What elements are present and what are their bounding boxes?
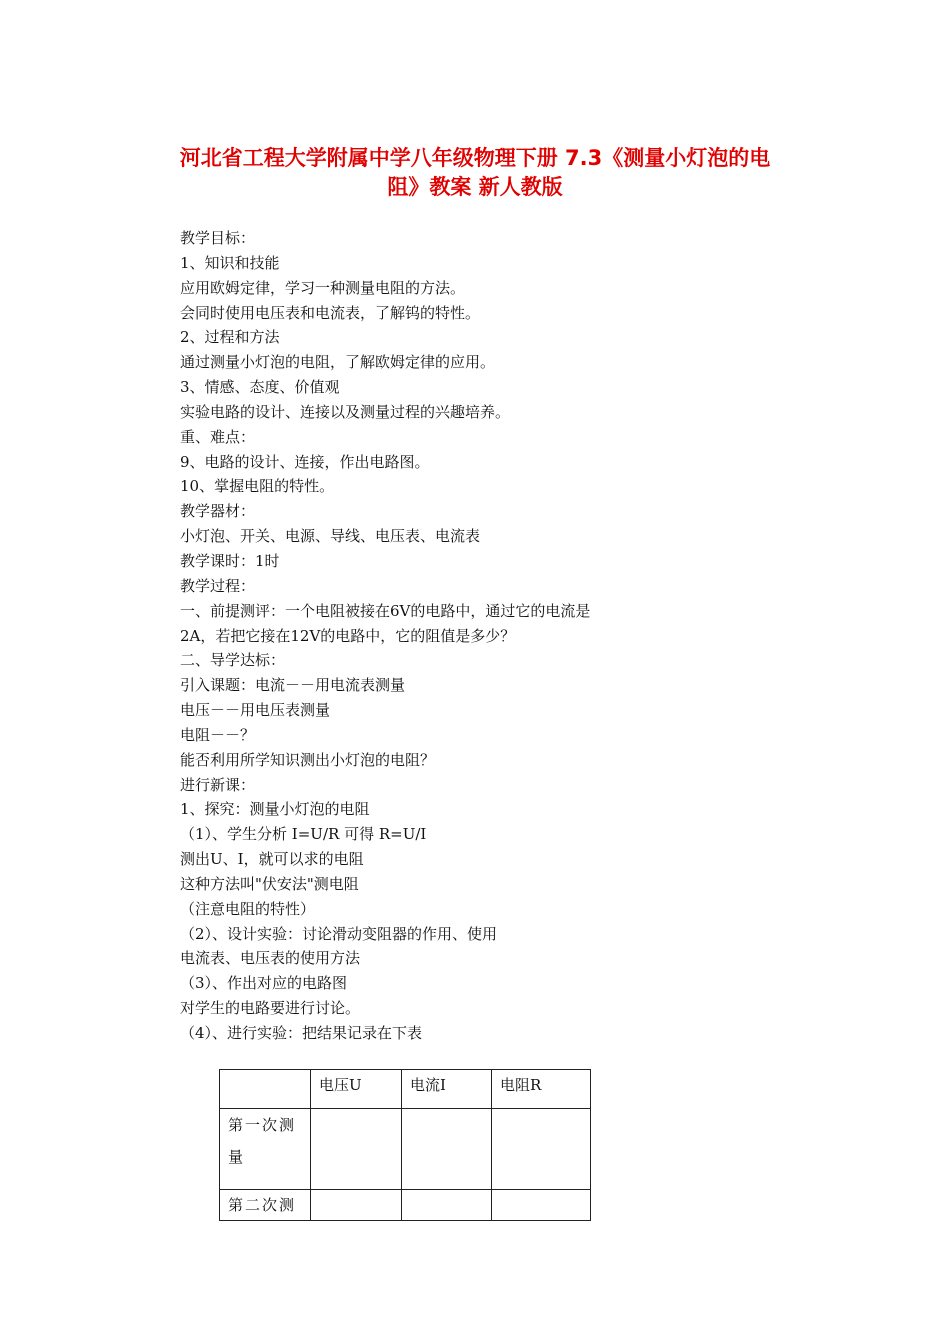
section-heading-equipment: 教学器材： — [180, 502, 256, 521]
page-title — [100, 144, 850, 202]
page-title-line-1: 河北省工程大学附属中学八年级物理下册 7.3《测量小灯泡的电 — [179, 146, 771, 170]
section-heading-process: 教学过程： — [180, 576, 256, 595]
body-text-line: 能否利用所学知识测出小灯泡的电阻？ — [180, 750, 436, 769]
table-header-cell-blank — [220, 1070, 311, 1109]
body-text-line: 电压－－用电压表测量 — [180, 701, 331, 720]
body-text-line: 10、掌握电阻的特性。 — [180, 477, 335, 496]
body-text-line: 会同时使用电压表和电流表，了解钨的特性。 — [180, 303, 481, 322]
body-text-line: 对学生的电路要进行讨论。 — [180, 999, 361, 1018]
table-cell-current — [402, 1190, 492, 1221]
body-text-line: （4）、进行实验：把结果记录在下表 — [180, 1024, 423, 1042]
body-text-line: 这种方法叫"伏安法"测电阻 — [180, 874, 359, 893]
table-header-row — [220, 1070, 591, 1109]
lesson-body — [180, 226, 800, 1046]
body-text-line: （注意电阻的特性） — [180, 899, 316, 918]
lesson-hours-text: 教学课时：1时 — [180, 551, 280, 570]
section-heading-key-points: 重、难点： — [180, 427, 256, 446]
body-text-line: 应用欧姆定律，学习一种测量电阻的方法。 — [180, 278, 466, 297]
table-header-voltage: 电压U — [311, 1070, 402, 1109]
table-cell-current — [402, 1109, 492, 1190]
table-cell-resistance — [492, 1190, 591, 1221]
table-row-label — [220, 1109, 311, 1190]
body-text-line: （1）、学生分析 I=U/R 可得 R=U/I — [180, 825, 427, 844]
subheading-knowledge-skills: 1、知识和技能 — [180, 253, 280, 272]
table-row — [220, 1190, 591, 1221]
body-text-line: 2A，若把它接在12V的电路中，它的阻值是多少？ — [180, 626, 516, 645]
table-row-label-line: 第二次测 — [228, 1196, 297, 1214]
body-text-line: 电流表、电压表的使用方法 — [180, 949, 361, 968]
table-row-label-line: 第一次测 — [228, 1116, 297, 1134]
body-text-line: （2）、设计实验：讨论滑动变阻器的作用、使用 — [180, 924, 498, 943]
body-text-line: （3）、作出对应的电路图 — [180, 974, 348, 993]
body-text-line: 电阻－－？ — [180, 725, 256, 744]
table-header-current: 电流I — [402, 1070, 492, 1109]
table-cell-resistance — [492, 1109, 591, 1190]
measurement-table — [219, 1069, 591, 1221]
table-row — [220, 1109, 591, 1190]
table-cell-voltage — [311, 1109, 402, 1190]
table-row-label-line: 量 — [228, 1148, 246, 1166]
page-title-line-2: 阻》教案 新人教版 — [387, 175, 563, 199]
body-text-line: 一、前提测评：一个电阻被接在6V的电路中，通过它的电流是 — [180, 601, 591, 620]
body-text-line: 测出U、I，就可以求的电阻 — [180, 850, 364, 869]
subheading-new-lesson: 进行新课： — [180, 775, 256, 794]
table-cell-voltage — [311, 1190, 402, 1221]
section-heading-objectives: 教学目标： — [180, 229, 256, 247]
body-text-line: 引入课题：电流－－用电流表测量 — [180, 676, 406, 695]
subheading-process-methods: 2、过程和方法 — [180, 328, 280, 347]
table-header-resistance: 电阻R — [492, 1070, 591, 1109]
body-text-line: 1、探究：测量小灯泡的电阻 — [180, 800, 370, 819]
table-row-label — [220, 1190, 311, 1221]
body-text-line: 小灯泡、开关、电源、导线、电压表、电流表 — [180, 527, 481, 546]
body-text-line: 通过测量小灯泡的电阻，了解欧姆定律的应用。 — [180, 353, 496, 372]
subheading-attitudes-values: 3、情感、态度、价值观 — [180, 378, 340, 397]
subheading-guided-learning: 二、导学达标： — [180, 651, 286, 670]
body-text-line: 实验电路的设计、连接以及测量过程的兴趣培养。 — [180, 402, 511, 421]
body-text-line: 9、电路的设计、连接，作出电路图。 — [180, 452, 430, 471]
